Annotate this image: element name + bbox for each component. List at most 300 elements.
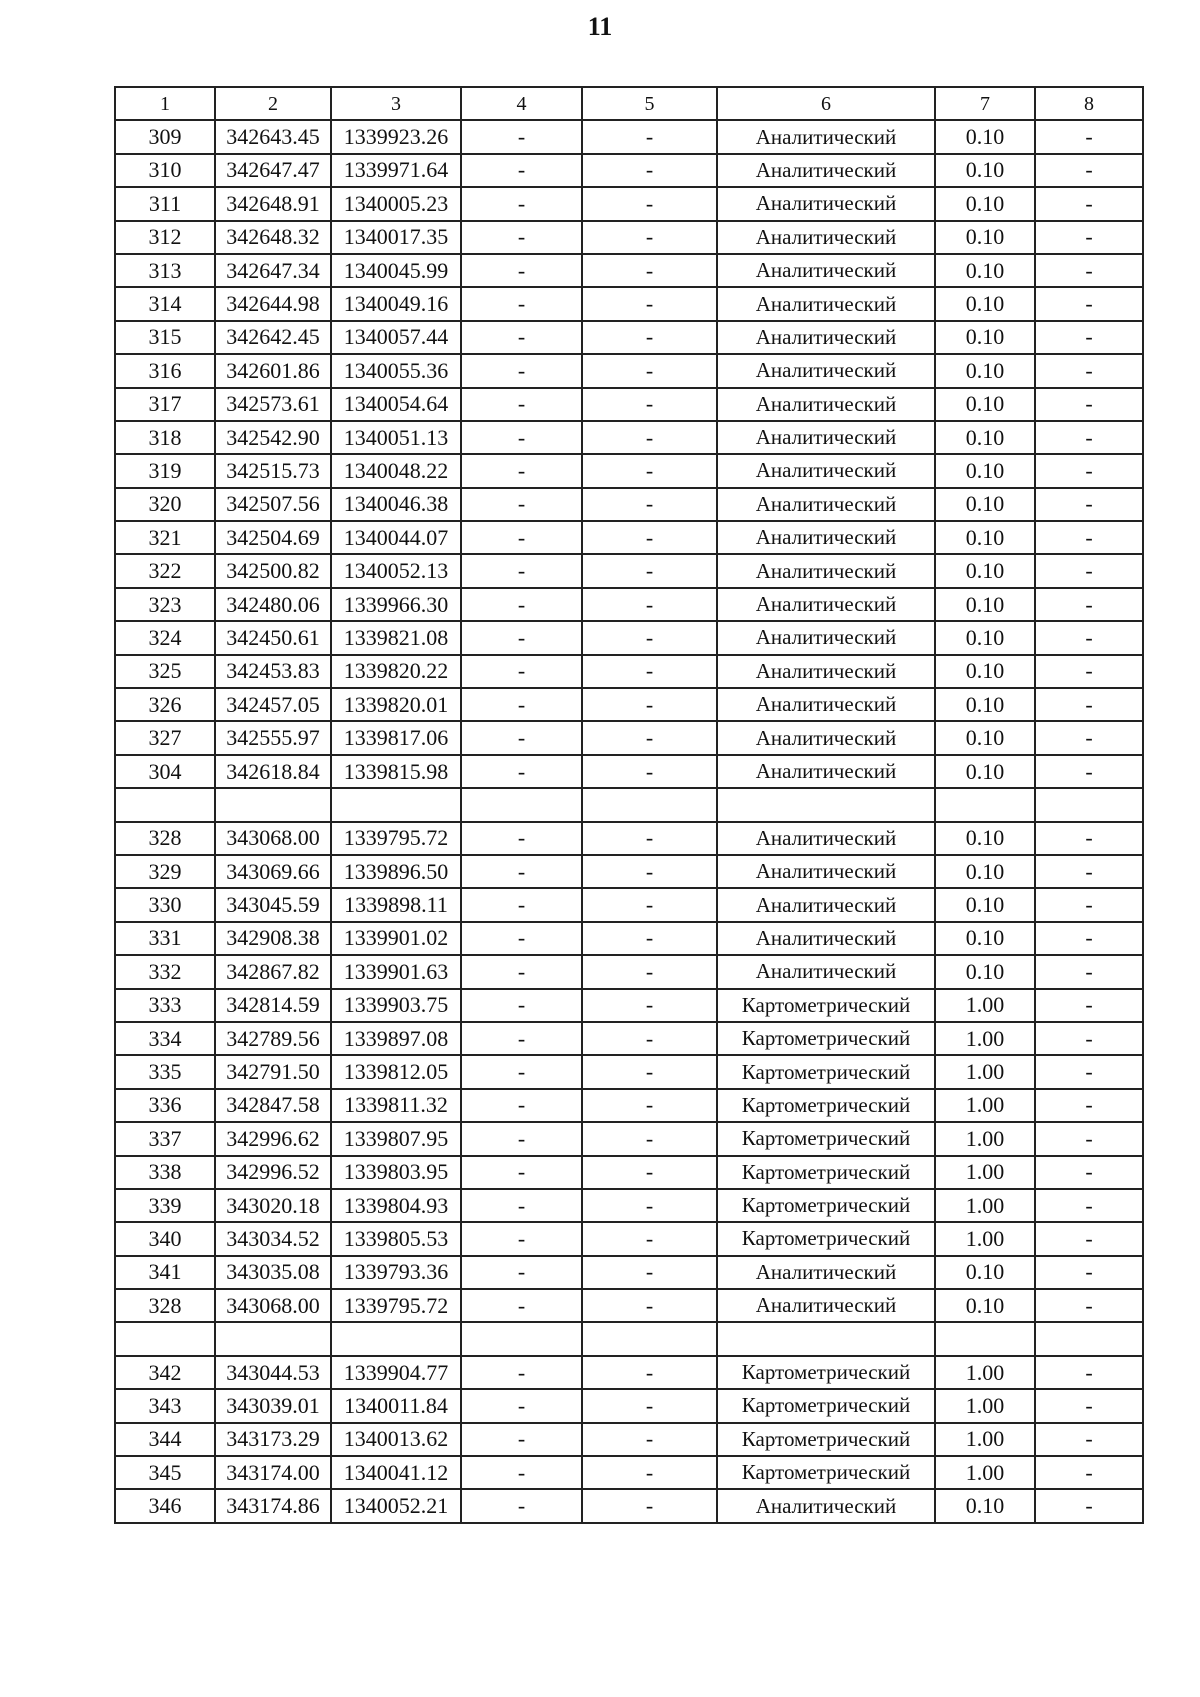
x-coordinate-cell: 342450.61 xyxy=(215,621,331,654)
x-coordinate-cell: 342507.56 xyxy=(215,488,331,521)
accuracy-cell: 0.10 xyxy=(935,855,1035,888)
point-number-cell: 338 xyxy=(115,1156,215,1189)
y-coordinate-cell: 1340054.64 xyxy=(331,388,461,421)
col8-cell: - xyxy=(1035,1156,1143,1189)
x-coordinate-cell: 342643.45 xyxy=(215,120,331,153)
method-cell: Картометрический xyxy=(717,1356,935,1389)
accuracy-cell: 0.10 xyxy=(935,321,1035,354)
col5-cell: - xyxy=(582,721,717,754)
col8-cell: - xyxy=(1035,1022,1143,1055)
col4-cell: - xyxy=(461,855,582,888)
point-number-cell: 317 xyxy=(115,388,215,421)
y-coordinate-cell: 1339903.75 xyxy=(331,989,461,1022)
accuracy-cell: 0.10 xyxy=(935,922,1035,955)
col8-cell: - xyxy=(1035,1489,1143,1522)
x-coordinate-cell xyxy=(215,788,331,821)
header-cell: 8 xyxy=(1035,87,1143,120)
col8-cell: - xyxy=(1035,922,1143,955)
method-cell: Аналитический xyxy=(717,321,935,354)
table-row xyxy=(115,888,1143,921)
x-coordinate-cell: 342457.05 xyxy=(215,688,331,721)
table-row xyxy=(115,1423,1143,1456)
table-row xyxy=(115,187,1143,220)
col8-cell: - xyxy=(1035,388,1143,421)
col5-cell: - xyxy=(582,1356,717,1389)
accuracy-cell: 0.10 xyxy=(935,588,1035,621)
y-coordinate-cell: 1339795.72 xyxy=(331,822,461,855)
col4-cell: - xyxy=(461,388,582,421)
col5-cell: - xyxy=(582,1055,717,1088)
table-row xyxy=(115,621,1143,654)
col4-cell: - xyxy=(461,955,582,988)
x-coordinate-cell xyxy=(215,1322,331,1355)
accuracy-cell: 0.10 xyxy=(935,421,1035,454)
col5-cell: - xyxy=(582,655,717,688)
method-cell: Аналитический xyxy=(717,955,935,988)
x-coordinate-cell: 342642.45 xyxy=(215,321,331,354)
x-coordinate-cell: 342601.86 xyxy=(215,354,331,387)
table-row xyxy=(115,721,1143,754)
method-cell: Картометрический xyxy=(717,1423,935,1456)
col4-cell: - xyxy=(461,888,582,921)
col5-cell: - xyxy=(582,1222,717,1255)
point-number-cell: 346 xyxy=(115,1489,215,1522)
accuracy-cell: 0.10 xyxy=(935,254,1035,287)
col5-cell: - xyxy=(582,755,717,788)
accuracy-cell: 0.10 xyxy=(935,187,1035,220)
x-coordinate-cell: 342648.91 xyxy=(215,187,331,220)
y-coordinate-cell: 1340017.35 xyxy=(331,221,461,254)
x-coordinate-cell: 342789.56 xyxy=(215,1022,331,1055)
method-cell: Аналитический xyxy=(717,221,935,254)
col5-cell: - xyxy=(582,855,717,888)
col5-cell: - xyxy=(582,221,717,254)
point-number-cell: 328 xyxy=(115,822,215,855)
x-coordinate-cell: 342480.06 xyxy=(215,588,331,621)
point-number-cell: 325 xyxy=(115,655,215,688)
col8-cell: - xyxy=(1035,822,1143,855)
accuracy-cell: 0.10 xyxy=(935,755,1035,788)
table-row xyxy=(115,922,1143,955)
accuracy-cell: 0.10 xyxy=(935,1256,1035,1289)
method-cell: Аналитический xyxy=(717,588,935,621)
accuracy-cell: 1.00 xyxy=(935,1222,1035,1255)
col4-cell: - xyxy=(461,989,582,1022)
accuracy-cell: 0.10 xyxy=(935,287,1035,320)
col4-cell: - xyxy=(461,354,582,387)
method-cell xyxy=(717,1322,935,1355)
col8-cell: - xyxy=(1035,454,1143,487)
accuracy-cell: 0.10 xyxy=(935,822,1035,855)
point-number-cell: 337 xyxy=(115,1122,215,1155)
header-cell: 6 xyxy=(717,87,935,120)
x-coordinate-cell: 342644.98 xyxy=(215,287,331,320)
point-number-cell xyxy=(115,1322,215,1355)
table-row xyxy=(115,855,1143,888)
point-number-cell: 316 xyxy=(115,354,215,387)
point-number-cell: 326 xyxy=(115,688,215,721)
accuracy-cell: 1.00 xyxy=(935,1189,1035,1222)
col5-cell xyxy=(582,1322,717,1355)
x-coordinate-cell: 343035.08 xyxy=(215,1256,331,1289)
point-number-cell: 329 xyxy=(115,855,215,888)
method-cell: Аналитический xyxy=(717,554,935,587)
col8-cell: - xyxy=(1035,187,1143,220)
col5-cell: - xyxy=(582,822,717,855)
col5-cell: - xyxy=(582,321,717,354)
accuracy-cell: 0.10 xyxy=(935,688,1035,721)
y-coordinate-cell: 1339923.26 xyxy=(331,120,461,153)
point-number-cell: 335 xyxy=(115,1055,215,1088)
table-row xyxy=(115,788,1143,821)
y-coordinate-cell: 1339805.53 xyxy=(331,1222,461,1255)
col8-cell: - xyxy=(1035,354,1143,387)
accuracy-cell: 0.10 xyxy=(935,521,1035,554)
col4-cell: - xyxy=(461,1222,582,1255)
col8-cell: - xyxy=(1035,154,1143,187)
table-row xyxy=(115,521,1143,554)
accuracy-cell: 0.10 xyxy=(935,221,1035,254)
col4-cell: - xyxy=(461,454,582,487)
x-coordinate-cell: 342542.90 xyxy=(215,421,331,454)
col5-cell: - xyxy=(582,1489,717,1522)
col4-cell: - xyxy=(461,755,582,788)
col4-cell xyxy=(461,1322,582,1355)
col5-cell: - xyxy=(582,688,717,721)
col4-cell: - xyxy=(461,1055,582,1088)
col4-cell: - xyxy=(461,922,582,955)
col4-cell: - xyxy=(461,1256,582,1289)
point-number-cell: 331 xyxy=(115,922,215,955)
col4-cell: - xyxy=(461,1456,582,1489)
col4-cell: - xyxy=(461,488,582,521)
col4-cell: - xyxy=(461,154,582,187)
col8-cell: - xyxy=(1035,888,1143,921)
table-row xyxy=(115,1055,1143,1088)
accuracy-cell: 0.10 xyxy=(935,154,1035,187)
y-coordinate-cell: 1340011.84 xyxy=(331,1389,461,1422)
x-coordinate-cell: 342555.97 xyxy=(215,721,331,754)
y-coordinate-cell: 1339897.08 xyxy=(331,1022,461,1055)
point-number-cell: 314 xyxy=(115,287,215,320)
col4-cell: - xyxy=(461,1489,582,1522)
x-coordinate-cell: 342504.69 xyxy=(215,521,331,554)
col4-cell: - xyxy=(461,1189,582,1222)
table-row xyxy=(115,1156,1143,1189)
col8-cell: - xyxy=(1035,554,1143,587)
col8-cell: - xyxy=(1035,1055,1143,1088)
col4-cell: - xyxy=(461,688,582,721)
col8-cell: - xyxy=(1035,989,1143,1022)
x-coordinate-cell: 343044.53 xyxy=(215,1356,331,1389)
point-number-cell: 334 xyxy=(115,1022,215,1055)
method-cell: Аналитический xyxy=(717,855,935,888)
accuracy-cell: 0.10 xyxy=(935,655,1035,688)
col8-cell: - xyxy=(1035,488,1143,521)
method-cell: Картометрический xyxy=(717,1222,935,1255)
point-number-cell: 315 xyxy=(115,321,215,354)
x-coordinate-cell: 342814.59 xyxy=(215,989,331,1022)
accuracy-cell: 0.10 xyxy=(935,554,1035,587)
point-number-cell: 328 xyxy=(115,1289,215,1322)
col4-cell xyxy=(461,788,582,821)
method-cell: Аналитический xyxy=(717,888,935,921)
x-coordinate-cell: 342647.34 xyxy=(215,254,331,287)
col8-cell: - xyxy=(1035,855,1143,888)
table-row xyxy=(115,120,1143,153)
point-number-cell: 309 xyxy=(115,120,215,153)
method-cell: Аналитический xyxy=(717,187,935,220)
col4-cell: - xyxy=(461,554,582,587)
table-row xyxy=(115,421,1143,454)
accuracy-cell: 0.10 xyxy=(935,488,1035,521)
accuracy-cell: 0.10 xyxy=(935,388,1035,421)
point-number-cell: 343 xyxy=(115,1389,215,1422)
table-row xyxy=(115,822,1143,855)
method-cell: Аналитический xyxy=(717,254,935,287)
point-number-cell: 321 xyxy=(115,521,215,554)
table-row xyxy=(115,1256,1143,1289)
col4-cell: - xyxy=(461,1022,582,1055)
y-coordinate-cell: 1340055.36 xyxy=(331,354,461,387)
method-cell: Картометрический xyxy=(717,1122,935,1155)
point-number-cell: 336 xyxy=(115,1089,215,1122)
y-coordinate-cell: 1339807.95 xyxy=(331,1122,461,1155)
x-coordinate-cell: 343034.52 xyxy=(215,1222,331,1255)
accuracy-cell: 1.00 xyxy=(935,1156,1035,1189)
table-row xyxy=(115,1222,1143,1255)
col8-cell: - xyxy=(1035,287,1143,320)
col5-cell: - xyxy=(582,354,717,387)
table-row xyxy=(115,488,1143,521)
table-row xyxy=(115,1089,1143,1122)
col4-cell: - xyxy=(461,321,582,354)
method-cell: Аналитический xyxy=(717,521,935,554)
y-coordinate-cell: 1340044.07 xyxy=(331,521,461,554)
table-row xyxy=(115,154,1143,187)
col4-cell: - xyxy=(461,721,582,754)
col5-cell: - xyxy=(582,287,717,320)
table-row xyxy=(115,287,1143,320)
header-cell: 1 xyxy=(115,87,215,120)
point-number-cell: 324 xyxy=(115,621,215,654)
accuracy-cell: 1.00 xyxy=(935,1055,1035,1088)
table-row xyxy=(115,1122,1143,1155)
table-row xyxy=(115,1022,1143,1055)
accuracy-cell xyxy=(935,788,1035,821)
col8-cell: - xyxy=(1035,1456,1143,1489)
col8-cell xyxy=(1035,788,1143,821)
col5-cell: - xyxy=(582,154,717,187)
col4-cell: - xyxy=(461,822,582,855)
table-row xyxy=(115,688,1143,721)
point-number-cell: 341 xyxy=(115,1256,215,1289)
col5-cell: - xyxy=(582,120,717,153)
y-coordinate-cell: 1340041.12 xyxy=(331,1456,461,1489)
accuracy-cell: 1.00 xyxy=(935,989,1035,1022)
col8-cell: - xyxy=(1035,1222,1143,1255)
col8-cell: - xyxy=(1035,955,1143,988)
y-coordinate-cell: 1339804.93 xyxy=(331,1189,461,1222)
header-cell: 5 xyxy=(582,87,717,120)
col5-cell xyxy=(582,788,717,821)
y-coordinate-cell: 1340052.13 xyxy=(331,554,461,587)
accuracy-cell: 0.10 xyxy=(935,1289,1035,1322)
col5-cell: - xyxy=(582,621,717,654)
y-coordinate-cell: 1340051.13 xyxy=(331,421,461,454)
col8-cell: - xyxy=(1035,1356,1143,1389)
coordinates-table xyxy=(114,86,1144,1524)
point-number-cell: 340 xyxy=(115,1222,215,1255)
x-coordinate-cell: 342647.47 xyxy=(215,154,331,187)
accuracy-cell: 1.00 xyxy=(935,1389,1035,1422)
point-number-cell: 313 xyxy=(115,254,215,287)
table-row xyxy=(115,655,1143,688)
col4-cell: - xyxy=(461,187,582,220)
x-coordinate-cell: 343173.29 xyxy=(215,1423,331,1456)
method-cell: Аналитический xyxy=(717,154,935,187)
method-cell: Картометрический xyxy=(717,1089,935,1122)
y-coordinate-cell: 1340045.99 xyxy=(331,254,461,287)
table-row xyxy=(115,755,1143,788)
point-number-cell: 339 xyxy=(115,1189,215,1222)
col5-cell: - xyxy=(582,1423,717,1456)
y-coordinate-cell: 1340048.22 xyxy=(331,454,461,487)
col8-cell: - xyxy=(1035,221,1143,254)
method-cell: Картометрический xyxy=(717,1022,935,1055)
x-coordinate-cell: 342515.73 xyxy=(215,454,331,487)
col8-cell: - xyxy=(1035,1423,1143,1456)
method-cell: Аналитический xyxy=(717,1289,935,1322)
y-coordinate-cell: 1340052.21 xyxy=(331,1489,461,1522)
col4-cell: - xyxy=(461,254,582,287)
x-coordinate-cell: 342908.38 xyxy=(215,922,331,955)
method-cell: Аналитический xyxy=(717,488,935,521)
col4-cell: - xyxy=(461,1356,582,1389)
accuracy-cell: 0.10 xyxy=(935,721,1035,754)
method-cell: Аналитический xyxy=(717,388,935,421)
header-cell: 4 xyxy=(461,87,582,120)
col5-cell: - xyxy=(582,388,717,421)
point-number-cell: 344 xyxy=(115,1423,215,1456)
col8-cell: - xyxy=(1035,588,1143,621)
table-row xyxy=(115,321,1143,354)
col5-cell: - xyxy=(582,521,717,554)
table-row xyxy=(115,1189,1143,1222)
y-coordinate-cell: 1339901.02 xyxy=(331,922,461,955)
col5-cell: - xyxy=(582,488,717,521)
point-number-cell xyxy=(115,788,215,821)
method-cell: Аналитический xyxy=(717,1489,935,1522)
col4-cell: - xyxy=(461,1122,582,1155)
col5-cell: - xyxy=(582,1122,717,1155)
col4-cell: - xyxy=(461,655,582,688)
col8-cell: - xyxy=(1035,621,1143,654)
y-coordinate-cell: 1339820.01 xyxy=(331,688,461,721)
method-cell: Картометрический xyxy=(717,1456,935,1489)
accuracy-cell: 0.10 xyxy=(935,621,1035,654)
table-row xyxy=(115,354,1143,387)
x-coordinate-cell: 343174.00 xyxy=(215,1456,331,1489)
col4-cell: - xyxy=(461,1423,582,1456)
method-cell: Аналитический xyxy=(717,655,935,688)
col5-cell: - xyxy=(582,955,717,988)
x-coordinate-cell: 342500.82 xyxy=(215,554,331,587)
col8-cell: - xyxy=(1035,120,1143,153)
x-coordinate-cell: 342573.61 xyxy=(215,388,331,421)
col5-cell: - xyxy=(582,888,717,921)
col5-cell: - xyxy=(582,922,717,955)
x-coordinate-cell: 342996.62 xyxy=(215,1122,331,1155)
method-cell: Картометрический xyxy=(717,1389,935,1422)
col8-cell xyxy=(1035,1322,1143,1355)
y-coordinate-cell: 1340005.23 xyxy=(331,187,461,220)
x-coordinate-cell: 342847.58 xyxy=(215,1089,331,1122)
header-cell: 7 xyxy=(935,87,1035,120)
col8-cell: - xyxy=(1035,321,1143,354)
col8-cell: - xyxy=(1035,1189,1143,1222)
y-coordinate-cell: 1339815.98 xyxy=(331,755,461,788)
col5-cell: - xyxy=(582,1456,717,1489)
y-coordinate-cell: 1339795.72 xyxy=(331,1289,461,1322)
col8-cell: - xyxy=(1035,1256,1143,1289)
point-number-cell: 310 xyxy=(115,154,215,187)
accuracy-cell: 0.10 xyxy=(935,454,1035,487)
accuracy-cell: 1.00 xyxy=(935,1456,1035,1489)
header-cell: 2 xyxy=(215,87,331,120)
y-coordinate-cell: 1339817.06 xyxy=(331,721,461,754)
col5-cell: - xyxy=(582,588,717,621)
point-number-cell: 345 xyxy=(115,1456,215,1489)
point-number-cell: 342 xyxy=(115,1356,215,1389)
col8-cell: - xyxy=(1035,254,1143,287)
col8-cell: - xyxy=(1035,1289,1143,1322)
x-coordinate-cell: 342996.52 xyxy=(215,1156,331,1189)
method-cell: Аналитический xyxy=(717,822,935,855)
method-cell: Картометрический xyxy=(717,1189,935,1222)
table-body xyxy=(115,87,1143,1523)
y-coordinate-cell: 1339811.32 xyxy=(331,1089,461,1122)
x-coordinate-cell: 342648.32 xyxy=(215,221,331,254)
y-coordinate-cell: 1339803.95 xyxy=(331,1156,461,1189)
table-row xyxy=(115,454,1143,487)
point-number-cell: 327 xyxy=(115,721,215,754)
col4-cell: - xyxy=(461,287,582,320)
table-row xyxy=(115,1389,1143,1422)
accuracy-cell xyxy=(935,1322,1035,1355)
col5-cell: - xyxy=(582,1022,717,1055)
table-row xyxy=(115,1456,1143,1489)
col5-cell: - xyxy=(582,1189,717,1222)
x-coordinate-cell: 343068.00 xyxy=(215,822,331,855)
col8-cell: - xyxy=(1035,688,1143,721)
x-coordinate-cell: 343045.59 xyxy=(215,888,331,921)
col5-cell: - xyxy=(582,454,717,487)
method-cell: Картометрический xyxy=(717,1055,935,1088)
method-cell: Аналитический xyxy=(717,120,935,153)
y-coordinate-cell: 1339904.77 xyxy=(331,1356,461,1389)
accuracy-cell: 1.00 xyxy=(935,1122,1035,1155)
x-coordinate-cell: 343069.66 xyxy=(215,855,331,888)
table-row xyxy=(115,1489,1143,1522)
point-number-cell: 318 xyxy=(115,421,215,454)
method-cell: Аналитический xyxy=(717,1256,935,1289)
y-coordinate-cell: 1340013.62 xyxy=(331,1423,461,1456)
point-number-cell: 332 xyxy=(115,955,215,988)
col5-cell: - xyxy=(582,554,717,587)
col5-cell: - xyxy=(582,1156,717,1189)
col4-cell: - xyxy=(461,1289,582,1322)
